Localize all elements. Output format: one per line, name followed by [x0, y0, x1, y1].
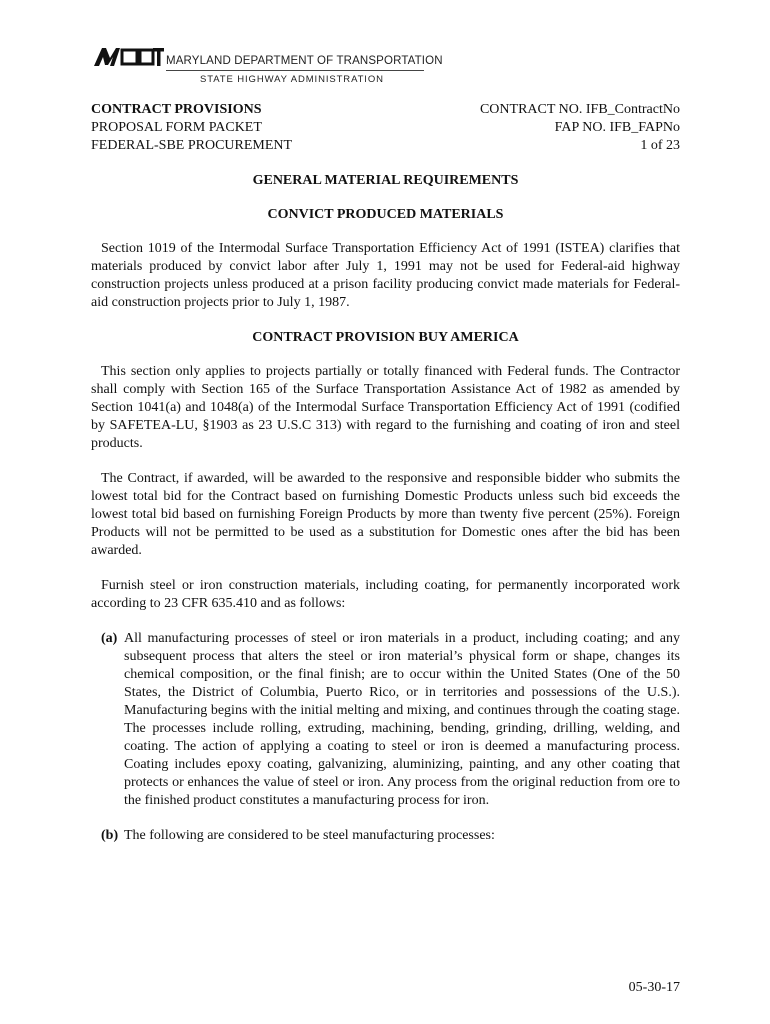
organization-name: MARYLAND DEPARTMENT OF TRANSPORTATION [166, 55, 443, 67]
mdot-sha-logo [92, 46, 443, 88]
header-fap-number: FAP NO. IFB_FAPNo [554, 120, 680, 135]
paragraph: This section only applies to projects partially or totally financed with Federal funds. The Contractor shall comply with Section 165 of the Surface Transportation Assistance Act of 1982 as amended by Section 1041(a) and 1048(a) of the Intermodal Surface Transportation Efficiency Act of 1991 (codified by SAFETEA-LU, §1903 as 23 U.S.C 313) with regard to the furnishing and coating of iron and steel products. [91, 364, 680, 451]
document-title: GENERAL MATERIAL REQUIREMENTS [252, 173, 519, 188]
list-item-text: All manufacturing processes of steel or iron materials in a product, including coating; and any subsequent process that alters the steel or iron material’s physical form or shape, changes its chemical composition, or the final finish; are to occur within the United States (One of the 50 States, the District of Columbia, Puerto Rico, or in territories and possessions of the U.S.). Manufacturing begins with the initial melting and mixing, and continues through the coating stage. The processes include rolling, extruding, machining, bending, grinding, drilling, welding, and coating. The action of applying a coating to steel or iron is deemed a manufacturing process. Coating includes epoxy coating, galvanizing, aluminizing, painting, and any other coating that protects or enhances the value of steel or iron. Any process from the original reduction from ore to the finished product constitutes a manufacturing process for iron. [124, 631, 680, 808]
section-heading: CONTRACT PROVISION BUY AMERICA [252, 330, 519, 345]
logo-divider [166, 70, 424, 71]
header-contract-provisions: CONTRACT PROVISIONS [91, 102, 262, 117]
list-item [91, 630, 680, 810]
sub-organization-name: STATE HIGHWAY ADMINISTRATION [200, 74, 384, 85]
list-item-text: The following are considered to be steel manufacturing processes: [124, 828, 495, 843]
header-page-number: 1 of 23 [640, 138, 680, 153]
list-item-label: (b) [101, 828, 119, 843]
footer-date: 05-30-17 [628, 980, 680, 995]
header-procurement-type: FEDERAL-SBE PROCUREMENT [91, 138, 293, 153]
section-heading: CONVICT PRODUCED MATERIALS [267, 207, 504, 222]
paragraph: The Contract, if awarded, will be awarded to the responsive and responsible bidder who submits the lowest total bid for the Contract based on furnishing Domestic Products unless such bid exceeds the lowest total bid based on furnishing Foreign Products by more than twenty five percent (25%). Foreign Products will not be permitted to be used as a substitution for Domestic ones after the bid has been awarded. [91, 471, 680, 558]
header-contract-number: CONTRACT NO. IFB_ContractNo [479, 102, 680, 117]
list-item-label: (a) [101, 631, 118, 646]
list-item [91, 827, 680, 845]
header-left-block [91, 101, 292, 155]
paragraph: Section 1019 of the Intermodal Surface Transportation Efficiency Act of 1991 (ISTEA) clarifies that materials produced by convict labor after July 1, 1991 may not be used for Federal-aid highway construction projects unless produced at a prison facility producing convict made materials for Federal-aid construction projects prior to July 1, 1987. [91, 241, 680, 310]
mdot-logo-mark-icon [92, 46, 164, 68]
header-proposal-form-packet: PROPOSAL FORM PACKET [91, 120, 262, 135]
paragraph: Furnish steel or iron construction materials, including coating, for permanently incorporated work according to 23 CFR 635.410 and as follows: [91, 578, 680, 611]
header-right-block [480, 101, 680, 155]
document-body [91, 172, 680, 862]
